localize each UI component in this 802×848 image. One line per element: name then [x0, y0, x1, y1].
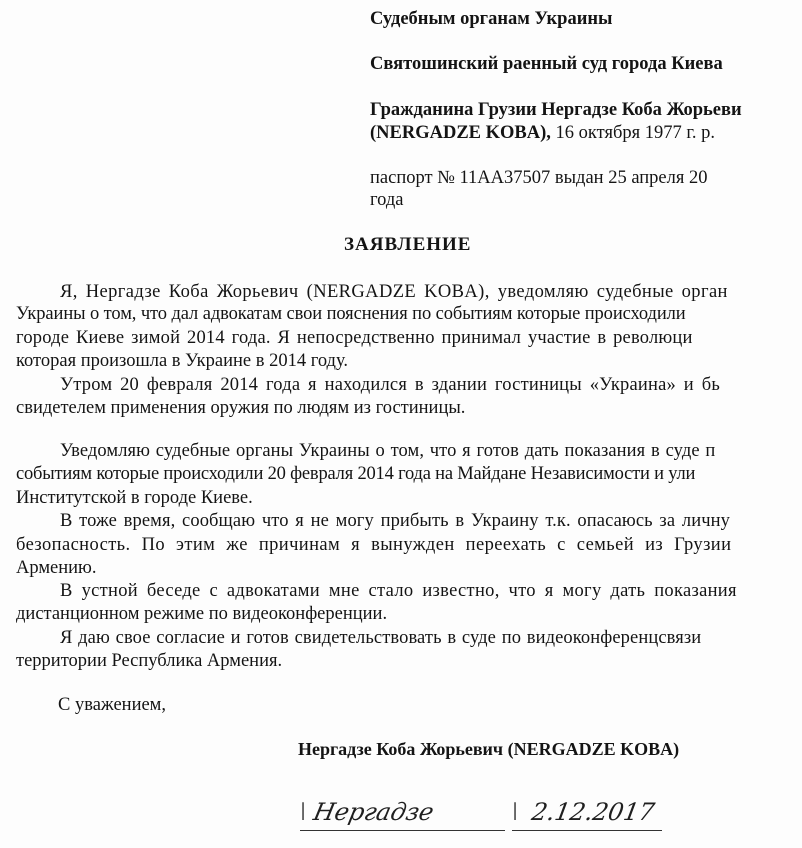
paragraph-1-line-1: Я, Нергадзе Коба Жорьевич (NERGADZE KOBA), уведомляю судебные орган — [60, 282, 728, 302]
paragraph-2-line-2: свидетелем применения оружия по людям из гостиницы. — [16, 398, 466, 418]
paragraph-3-line-2: событиям которые происходили 20 февраля 2014 года на Майдане Независимости и ули — [16, 464, 696, 484]
paragraph-1-line-4: которая произошла в Украине в 2014 году. — [16, 351, 348, 371]
sender-birthdate: 16 октября 1977 г. р. — [550, 123, 716, 143]
document-title: ЗАЯВЛЕНИЕ — [344, 234, 472, 255]
paragraph-4-line-1: В тоже время, сообщаю что я не могу прибыть в Украину т.к. опасаюсь за личну — [60, 511, 730, 531]
handwritten-signature: Нергадзе — [311, 798, 437, 826]
paragraph-6-line-2: территории Республика Армения. — [16, 651, 283, 671]
signer-name: Нергадзе Коба Жорьевич (NERGADZE KOBA) — [298, 739, 680, 759]
addressee-line-1: Судебным органам Украины — [370, 9, 613, 29]
paragraph-3-line-3: Институтской в городе Киеве. — [16, 488, 253, 508]
paragraph-1-line-2: Украины о том, что дал адвокатам свои пояснения по событиям которые происходили — [16, 304, 686, 324]
passport-line: паспорт № 11AA37507 выдан 25 апреля 20 — [370, 168, 708, 188]
sender-line-1: Гражданина Грузии Нергадзе Коба Жорьеви — [370, 100, 742, 120]
sender-line-2 — [370, 122, 715, 144]
paragraph-2-line-1: Утром 20 февраля 2014 года я находился в здании гостиницы «Украина» и бь — [60, 375, 720, 395]
sender-latin-name: (NERGADZE KOBA), — [370, 123, 551, 143]
addressee-line-2: Святошинский раенный суд города Киева — [370, 54, 723, 74]
handwritten-date: 2.12.2017 — [529, 798, 657, 826]
signature-mark-left: | — [300, 800, 307, 821]
closing-line: С уважением, — [58, 695, 167, 715]
paragraph-6-line-1: Я даю свое согласие и готов свидетельствовать в суде по видеоконференцсвязи — [60, 628, 702, 648]
signature-underline — [300, 830, 505, 831]
paragraph-1-line-3: городе Киеве зимой 2014 года. Я непосредственно принимал участие в революци — [16, 328, 693, 348]
date-underline — [512, 830, 662, 831]
passport-line-2: года — [370, 190, 404, 210]
paragraph-3-line-1: Уведомляю судебные органы Украины о том, что я готов дать показания в суде п — [60, 441, 716, 461]
date-mark-left: | — [512, 800, 519, 821]
paragraph-5-line-1: В устной беседе с адвокатами мне стало известно, что я могу дать показания — [60, 581, 737, 601]
paragraph-4-line-3: Армению. — [16, 558, 97, 578]
paragraph-5-line-2: дистанционном режиме по видеоконференции. — [16, 604, 388, 624]
paragraph-4-line-2: безопасность. По этим же причинам я вынужден переехать с семьей из Грузии — [16, 535, 732, 555]
